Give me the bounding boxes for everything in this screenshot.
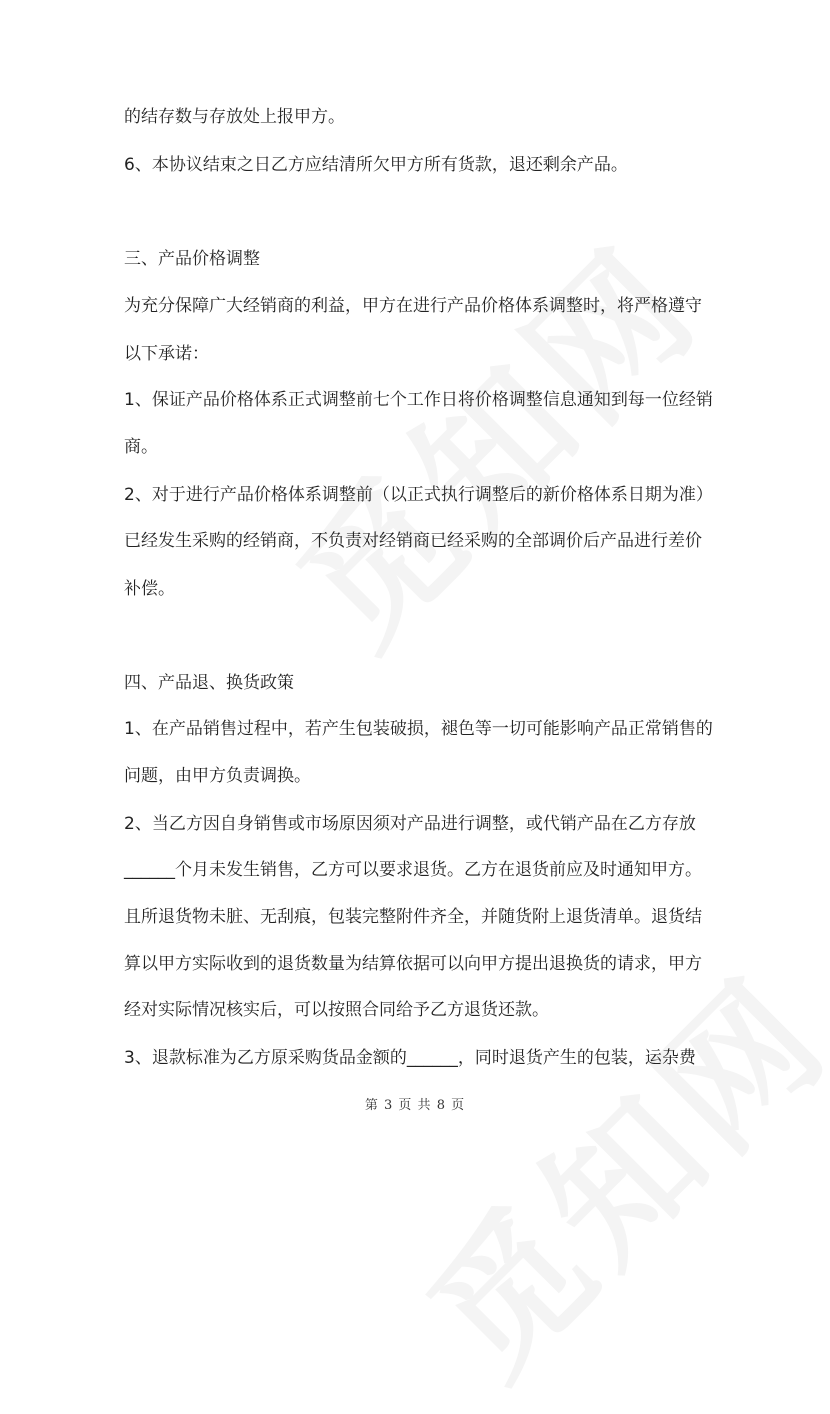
paragraph-line: 6、本协议结束之日乙方应结清所欠甲方所有货款，退还剩余产品。 xyxy=(124,155,628,175)
paragraph-line: 1、保证产品价格体系正式调整前七个工作日将价格调整信息通知到每一位经销 xyxy=(124,390,713,410)
watermark xyxy=(244,192,736,684)
page-number-footer: 第 3 页 共 8 页 xyxy=(364,1098,466,1113)
paragraph-line: 3、退款标准为乙方原采购货品金额的______，同时退货产生的包装，运杂费 xyxy=(124,1048,696,1068)
paragraph-line: 补偿。 xyxy=(124,579,175,599)
paragraph-line: 算以甲方实际收到的退货数量为结算依据可以向甲方提出退换货的请求，甲方 xyxy=(124,954,702,974)
paragraph-line: 2、对于进行产品价格体系调整前（以正式执行调整后的新价格体系日期为准） xyxy=(124,485,713,505)
paragraph-line: 为充分保障广大经销商的利益，甲方在进行产品价格体系调整时，将严格遵守 xyxy=(124,296,702,316)
section-heading: 四、产品退、换货政策 xyxy=(124,673,294,693)
paragraph-line: ______个月未发生销售，乙方可以要求退货。乙方在退货前应及时通知甲方。 xyxy=(124,860,702,880)
paragraph-line: 以下承诺： xyxy=(124,344,209,364)
paragraph-line: 1、在产品销售过程中，若产生包装破损，褪色等一切可能影响产品正常销售的 xyxy=(124,719,713,739)
section-heading: 三、产品价格调整 xyxy=(124,249,260,269)
watermark xyxy=(374,922,830,1414)
paragraph-line: 的结存数与存放处上报甲方。 xyxy=(124,107,345,127)
paragraph-line: 已经发生采购的经销商，不负责对经销商已经采购的全部调价后产品进行差价 xyxy=(124,531,702,551)
paragraph-line: 经对实际情况核实后，可以按照合同给予乙方退货还款。 xyxy=(124,1000,549,1020)
paragraph-line: 问题，由甲方负责调换。 xyxy=(124,766,311,786)
paragraph-line: 2、当乙方因自身销售或市场原因须对产品进行调整，或代销产品在乙方存放 xyxy=(124,814,696,834)
paragraph-line: 商。 xyxy=(124,437,158,457)
paragraph-line: 且所退货物未脏、无刮痕，包装完整附件齐全，并随货附上退货清单。退货结 xyxy=(124,907,702,927)
